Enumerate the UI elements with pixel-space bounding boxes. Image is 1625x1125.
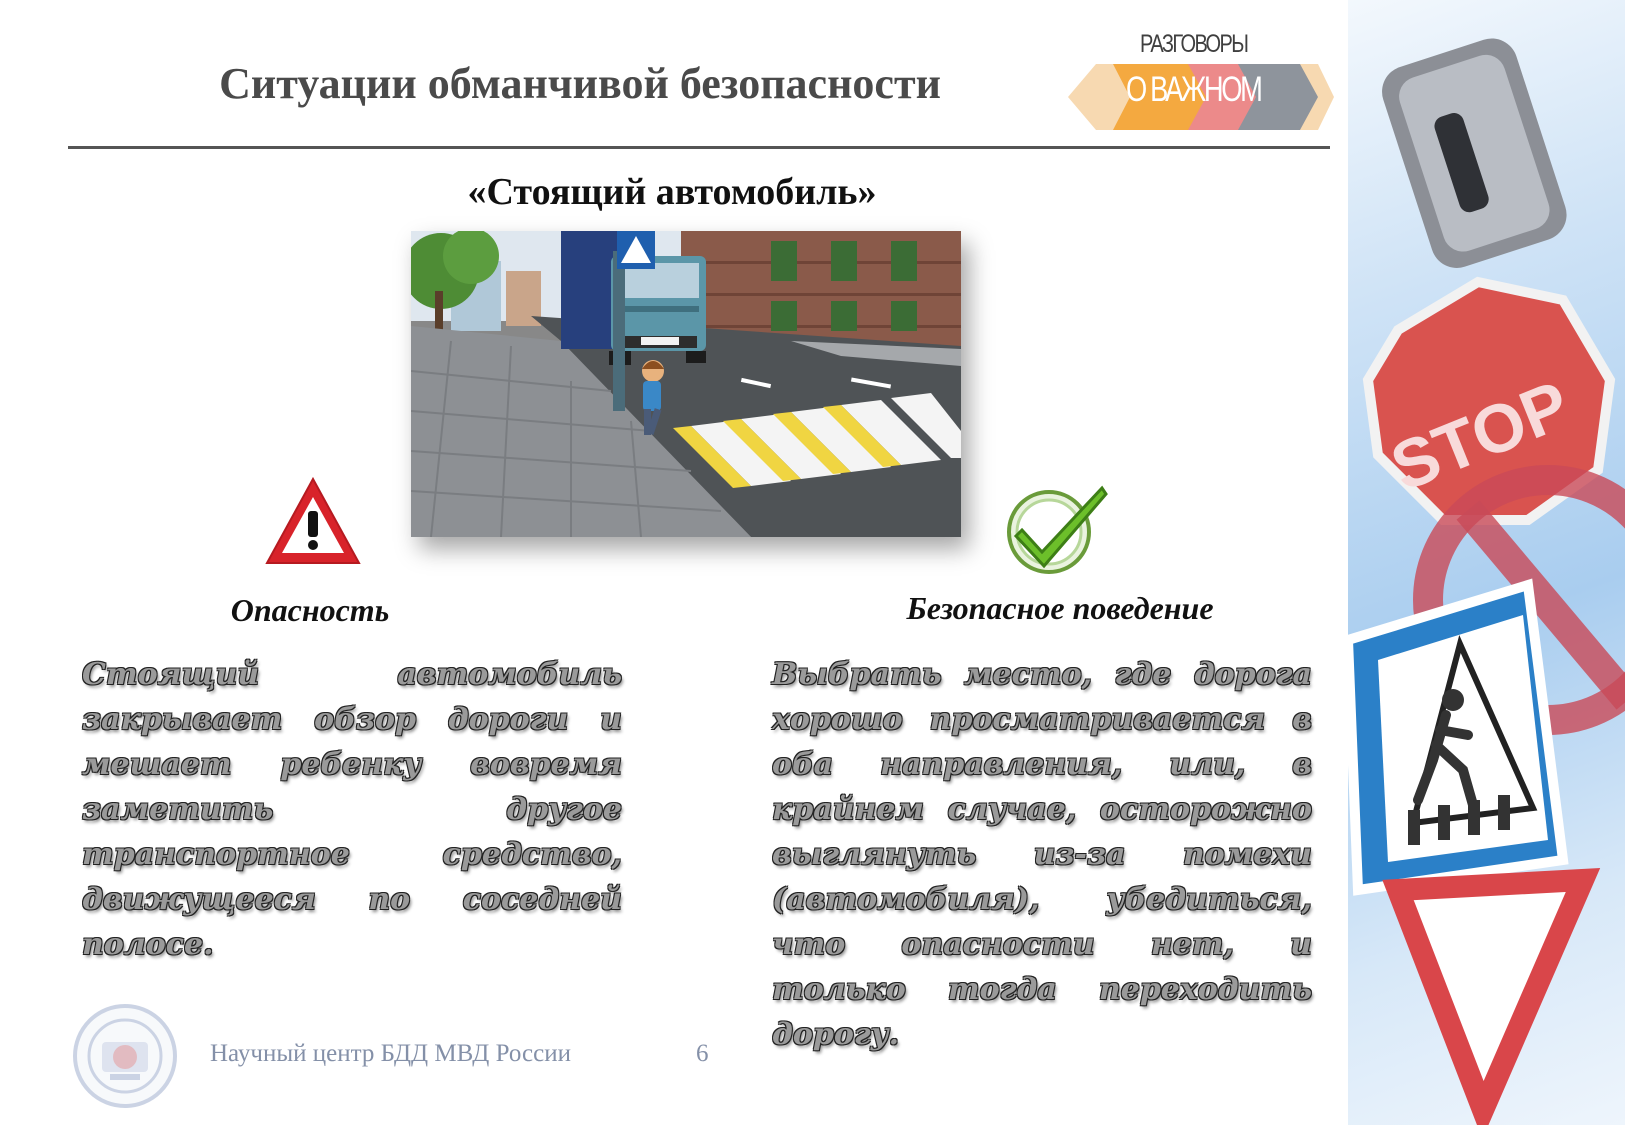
yield-sign-graphic — [1398, 880, 1583, 1110]
check-icon — [1002, 480, 1112, 575]
decorative-sidebar — [1348, 0, 1625, 1125]
page-title: Ситуации обманчивой безопасности — [219, 59, 941, 108]
page-number: 6 — [696, 1040, 709, 1067]
logo-top-text: РАЗГОВОРЫ — [1140, 30, 1248, 58]
safe-behavior-label: Безопасное поведение — [906, 590, 1214, 626]
pedestrian-crossing-sign-graphic — [1348, 585, 1563, 890]
road-signs-illustration — [1348, 0, 1625, 1125]
warning-icon — [264, 475, 362, 567]
danger-text: Стоящий автомобиль закрывает обзор дороги и мешает ребенку вовремя заметить другое транспортное средство, движущееся по соседней полосе. — [82, 657, 622, 962]
scene-illustration — [411, 231, 961, 537]
danger-label: Опасность — [230, 592, 390, 628]
parked-truck-scene — [411, 231, 961, 537]
razgovory-logo — [1068, 30, 1334, 134]
footer-organization: Научный центр БДД МВД России — [210, 1040, 571, 1067]
gray-sign-graphic — [1375, 32, 1573, 275]
emblem-logo — [66, 1002, 184, 1110]
header-divider — [68, 146, 1330, 149]
safe-behavior-text: Выбрать место, где дорога хорошо просматривается в оба направления, или, в крайнем случае, осторожно выглянуть из-за помехи (автомобиля), убедиться, что опасности нет, и только тогда переходить дорогу. — [772, 657, 1312, 1052]
stop-sign-text: STOP — [1380, 366, 1580, 506]
situation-title: «Стоящий автомобиль» — [467, 171, 877, 213]
logo-bottom-text: О ВАЖНОМ — [1126, 70, 1261, 109]
